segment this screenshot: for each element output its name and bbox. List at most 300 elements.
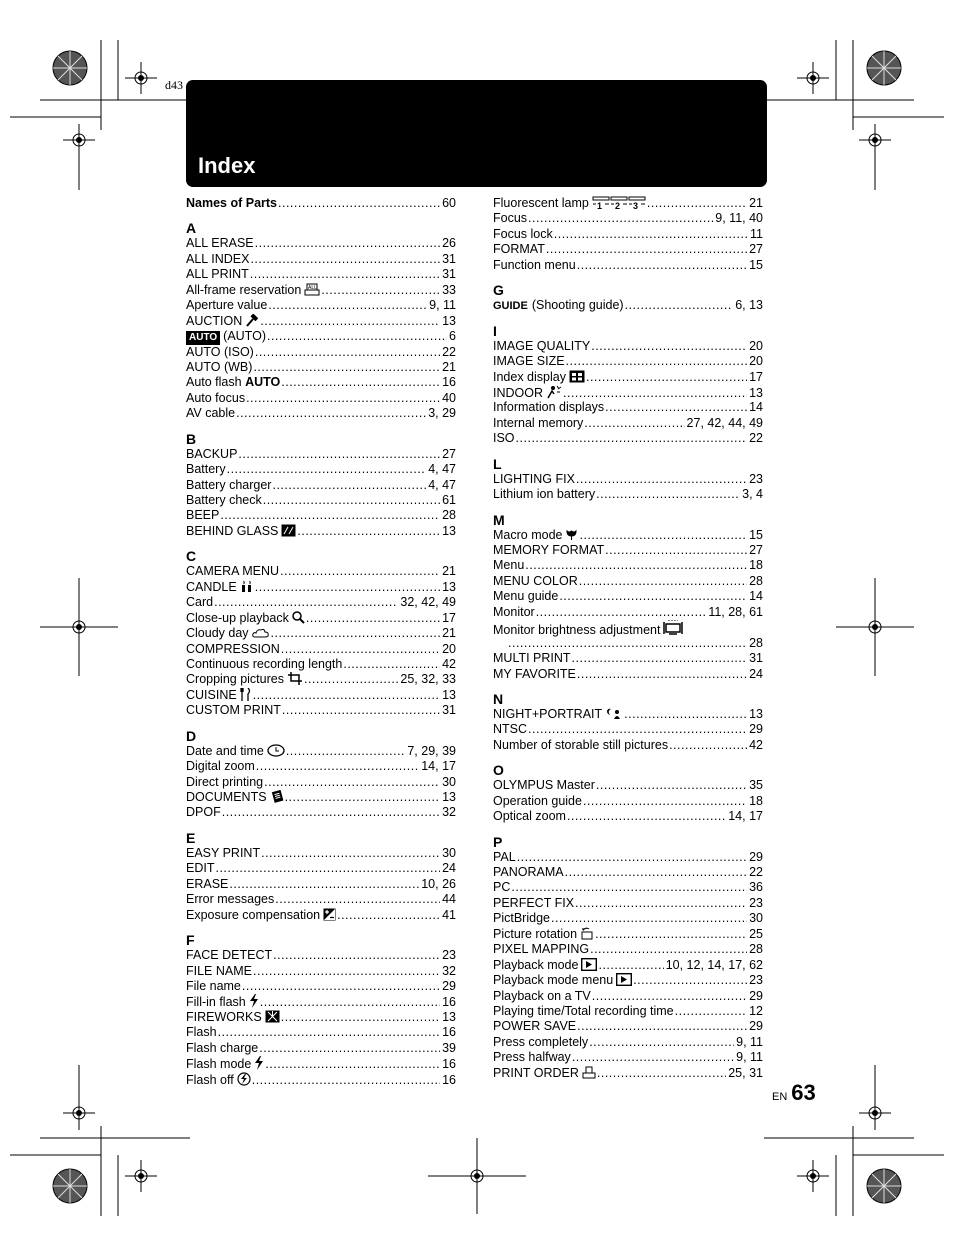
leader-dots — [598, 958, 663, 973]
index-term-text: ISO — [493, 431, 515, 446]
index-term-text: NIGHT+PORTRAIT — [493, 706, 603, 721]
index-entry — [493, 865, 763, 880]
index-term-text: Press completely — [493, 1034, 589, 1049]
index-entry — [186, 744, 456, 759]
leader-dots — [321, 283, 440, 298]
index-term-text: LIGHTING FIX — [493, 471, 575, 486]
page-reference: 32 — [442, 963, 456, 978]
leader-dots — [577, 1019, 747, 1034]
index-term-text: Focus lock — [493, 226, 553, 241]
index-term — [186, 329, 266, 345]
page-reference: 24 — [442, 861, 456, 876]
index-section-heading: P — [493, 833, 503, 850]
index-term-text: Flash off — [186, 1072, 234, 1087]
index-entry — [186, 406, 456, 421]
index-term-text: EASY PRINT — [186, 845, 261, 860]
leader-dots — [669, 738, 747, 753]
index-term-text: Menu — [493, 558, 525, 573]
page-reference: 33 — [442, 282, 456, 297]
index-term-text: FACE DETECT — [186, 948, 273, 963]
index-entry — [186, 861, 456, 876]
index-term-text: FORMAT — [493, 242, 545, 257]
page-reference: 31 — [442, 703, 456, 718]
index-entry — [493, 778, 763, 793]
leader-dots — [343, 657, 440, 672]
leader-dots — [255, 345, 440, 360]
index-term-text: Monitor — [493, 604, 535, 619]
index-term — [493, 850, 516, 865]
page-reference: 32 — [442, 805, 456, 820]
leader-dots — [297, 524, 440, 539]
index-term — [186, 908, 336, 925]
index-term — [493, 1050, 571, 1065]
leader-dots — [272, 478, 426, 493]
index-grid-icon — [569, 370, 585, 387]
index-entry — [493, 242, 763, 257]
index-term-text: Function menu — [493, 257, 576, 272]
page-reference: 23 — [442, 948, 456, 963]
page-reference: 9, 11, 40 — [715, 211, 763, 226]
index-term — [493, 339, 590, 354]
index-term — [186, 892, 274, 907]
index-term-text: Playback mode — [493, 957, 579, 972]
index-term-text: PC — [493, 880, 511, 895]
leader-dots — [525, 558, 747, 573]
page-reference: 21 — [442, 564, 456, 579]
leader-dots — [575, 896, 747, 911]
leader-dots — [263, 493, 440, 508]
index-entry — [493, 385, 763, 400]
leader-dots — [605, 543, 747, 558]
index-term-text: Flash mode — [186, 1057, 252, 1072]
page-reference: 29 — [442, 978, 456, 993]
leader-dots — [577, 667, 747, 682]
index-term-text: PRINT ORDER — [493, 1065, 579, 1080]
index-entry — [493, 850, 763, 865]
index-term-text: AUCTION — [186, 313, 243, 328]
index-entry — [493, 211, 763, 226]
index-section-heading: C — [186, 548, 197, 565]
leader-dots — [250, 252, 440, 267]
index-entry — [186, 236, 456, 251]
page-reference: 23 — [749, 471, 763, 486]
index-entry — [493, 431, 763, 446]
index-term — [493, 794, 582, 809]
leader-dots — [285, 790, 441, 805]
index-term — [186, 703, 281, 718]
index-entry — [186, 329, 456, 344]
index-term-text: Close-up playback — [186, 610, 289, 625]
index-entry — [493, 927, 763, 942]
page-reference: 28 — [442, 508, 456, 523]
index-term — [493, 722, 527, 737]
index-entry — [493, 298, 763, 313]
index-section-heading: D — [186, 727, 197, 744]
leader-dots — [565, 865, 747, 880]
index-term-text: Date and time — [186, 743, 264, 758]
index-term-text: Menu guide — [493, 589, 559, 604]
page-reference: 14, 17 — [421, 759, 456, 774]
page-reference: 9, 11 — [736, 1034, 763, 1049]
printer-code: d43 — [165, 78, 183, 92]
behind-glass-icon — [281, 524, 296, 541]
index-entry — [186, 564, 456, 579]
page-reference: 13 — [442, 790, 456, 804]
page-reference: 17 — [442, 610, 456, 625]
index-term — [186, 861, 214, 876]
leader-dots — [260, 314, 440, 329]
index-entry — [186, 657, 456, 672]
leader-dots — [255, 580, 440, 595]
index-term-text: PictBridge — [493, 911, 550, 926]
index-term-text: Monitor brightness adjustment — [493, 623, 661, 638]
index-term-text: ALL INDEX — [186, 251, 250, 266]
index-entry — [493, 707, 763, 722]
index-term-text: FIREWORKS — [186, 1009, 262, 1024]
page-reference: 31 — [749, 651, 763, 666]
leader-dots — [596, 487, 740, 502]
index-term — [493, 242, 545, 257]
leader-dots — [252, 1073, 440, 1088]
index-entry — [493, 558, 763, 573]
index-entry — [186, 196, 456, 211]
index-entry — [186, 626, 456, 641]
index-entry — [493, 605, 763, 620]
leader-dots — [265, 1057, 440, 1072]
index-entry — [493, 973, 763, 988]
index-term — [186, 964, 252, 979]
page-reference: 24 — [749, 666, 763, 681]
leader-dots — [260, 995, 440, 1010]
index-term-text: MENU COLOR — [493, 573, 578, 588]
leader-dots — [624, 707, 747, 722]
index-term-text: OLYMPUS Master — [493, 778, 595, 793]
index-entry — [493, 667, 763, 682]
page-reference: 35 — [749, 778, 763, 793]
leader-dots — [563, 386, 747, 401]
index-entry — [186, 375, 456, 390]
index-term — [186, 360, 252, 375]
index-term-text: Lithium ion battery — [493, 487, 596, 502]
index-term-text: DPOF — [186, 805, 221, 820]
page-reference: 22 — [749, 865, 763, 879]
page-reference: 13 — [749, 385, 763, 400]
index-term — [186, 298, 267, 313]
index-term — [493, 298, 624, 314]
page-reference: 27 — [749, 242, 763, 257]
page-reference: 15 — [749, 527, 763, 542]
index-term-text: Fluorescent lamp — [493, 196, 589, 210]
index-term — [186, 196, 277, 211]
index-term-text: AUTO (WB) — [186, 359, 253, 374]
leader-dots — [508, 636, 747, 651]
page-reference: 20 — [442, 641, 456, 656]
leader-dots — [579, 574, 747, 589]
page-reference: 9, 11 — [736, 1050, 763, 1065]
svg-text:3: 3 — [632, 201, 638, 209]
index-entry — [186, 672, 456, 687]
index-term — [186, 524, 296, 541]
index-term — [493, 431, 515, 446]
index-entry — [186, 908, 456, 923]
leader-dots — [583, 794, 747, 809]
index-entry — [493, 1019, 763, 1034]
index-term-text: Internal memory — [493, 415, 584, 430]
index-term — [493, 738, 668, 753]
index-entry — [493, 589, 763, 604]
index-term — [186, 775, 263, 790]
page-reference: 31 — [442, 267, 456, 282]
leader-dots — [589, 1035, 734, 1050]
index-term-text: CANDLE — [186, 579, 237, 594]
index-term-text: Direct printing — [186, 774, 264, 789]
page-reference: 30 — [442, 774, 456, 789]
index-entry — [493, 1004, 763, 1019]
leader-dots — [261, 846, 440, 861]
index-term — [493, 651, 571, 666]
page-reference: 29 — [749, 722, 763, 737]
leader-dots — [215, 861, 440, 876]
index-term — [186, 391, 245, 406]
page-reference: 6, 13 — [735, 298, 763, 313]
index-term-text: BEEP — [186, 508, 220, 523]
page-reference: 16 — [442, 1072, 456, 1087]
index-entry — [493, 416, 763, 431]
index-entry — [493, 258, 763, 273]
index-entry — [186, 877, 456, 892]
index-term — [186, 236, 254, 251]
leader-dots — [273, 948, 440, 963]
leader-dots — [246, 391, 440, 406]
page-reference: 13 — [442, 579, 456, 594]
index-entry — [186, 994, 456, 1009]
index-term — [493, 258, 576, 273]
index-term — [493, 896, 574, 911]
index-entry — [186, 580, 456, 595]
index-term-text: CUISINE — [186, 687, 237, 702]
index-section-heading: M — [493, 511, 505, 528]
index-entry — [493, 354, 763, 369]
index-term — [493, 211, 527, 226]
leader-dots — [280, 564, 440, 579]
index-term-text: Information displays — [493, 400, 605, 415]
page-reference: 21 — [749, 196, 763, 210]
index-term-text: COMPRESSION — [186, 641, 280, 656]
index-term-text: Playing time/Total recording time — [493, 1003, 674, 1018]
index-term-text: ALL PRINT — [186, 267, 249, 282]
index-entry — [493, 543, 763, 558]
page-reference: 11, 28, 61 — [708, 604, 763, 619]
exposure-comp-icon — [323, 908, 336, 925]
leader-dots — [596, 778, 747, 793]
index-entry — [186, 508, 456, 523]
index-term — [186, 979, 241, 994]
leader-dots — [253, 964, 440, 979]
index-term — [186, 375, 280, 390]
leader-dots — [282, 703, 440, 718]
index-term-text: Cloudy day — [186, 626, 249, 641]
page-reference: 12 — [749, 1003, 763, 1018]
index-term — [493, 1019, 576, 1034]
index-entry — [186, 1072, 456, 1087]
leader-dots — [306, 611, 440, 626]
page-reference: 16 — [442, 1057, 456, 1072]
page-reference: 20 — [749, 354, 763, 369]
index-entry — [186, 948, 456, 963]
index-term — [186, 508, 219, 523]
index-entry — [493, 958, 763, 973]
index-term — [493, 667, 576, 682]
index-term-text: MULTI PRINT — [493, 651, 571, 666]
index-section-heading: G — [493, 282, 504, 299]
index-term-text: Number of storable still pictures — [493, 737, 669, 752]
page-reference: 29 — [749, 849, 763, 864]
page-reference: 10, 12, 14, 17, 62 — [665, 957, 763, 972]
index-term-text: Names of Parts — [186, 196, 278, 210]
page-reference: 4, 47 — [428, 462, 456, 477]
index-term — [493, 589, 558, 604]
index-term-text: AV cable — [186, 406, 236, 421]
page-reference: 21 — [442, 626, 456, 641]
leader-dots — [536, 605, 707, 620]
page-reference: 27, 42, 44, 49 — [686, 415, 763, 430]
leader-dots — [576, 472, 747, 487]
print-order-icon — [582, 1066, 596, 1083]
page-reference: 32, 42, 49 — [400, 595, 456, 610]
leader-dots — [647, 196, 747, 211]
index-entry — [493, 942, 763, 957]
index-entry — [493, 339, 763, 354]
page-reference: 31 — [442, 251, 456, 266]
page-reference: 3, 4 — [742, 487, 763, 502]
leader-dots — [566, 354, 748, 369]
index-column-right — [493, 196, 763, 1081]
index-entry — [186, 805, 456, 820]
index-term-text: FILE NAME — [186, 963, 252, 978]
index-term — [493, 809, 566, 824]
index-term-text: Auto focus — [186, 390, 246, 405]
index-entry — [186, 1056, 456, 1071]
index-entry — [186, 524, 456, 539]
index-term-text: Flash charge — [186, 1040, 259, 1055]
index-term — [493, 880, 510, 895]
index-section-heading: B — [186, 430, 197, 447]
index-term-text: PAL — [493, 849, 516, 864]
leader-dots — [528, 722, 747, 737]
index-term — [493, 227, 553, 242]
index-section-heading: F — [186, 932, 195, 949]
index-entry — [493, 1066, 763, 1081]
index-section-heading: N — [493, 690, 504, 707]
page-reference: 22 — [749, 431, 763, 446]
page-reference: 27 — [749, 543, 763, 557]
index-entry — [186, 314, 456, 329]
leader-dots — [546, 242, 747, 257]
leader-dots — [517, 850, 747, 865]
page-reference: 40 — [442, 390, 456, 405]
index-entry — [186, 892, 456, 907]
index-term-text: Operation guide — [493, 793, 582, 808]
index-term-text: Press halfway — [493, 1050, 571, 1065]
page-reference: 61 — [442, 493, 456, 507]
index-term — [186, 406, 235, 421]
index-entry — [186, 1025, 456, 1040]
index-entry — [493, 400, 763, 415]
index-entry — [186, 1041, 456, 1056]
index-entry — [186, 964, 456, 979]
index-entry — [493, 911, 763, 926]
index-entry — [493, 794, 763, 809]
leader-dots — [281, 1010, 440, 1025]
index-section-heading: A — [186, 220, 197, 237]
index-term-text: PIXEL MAPPING — [493, 942, 590, 957]
index-term-text: BACKUP — [186, 446, 238, 461]
svg-text:2: 2 — [614, 201, 620, 209]
index-term-text: Battery charger — [186, 477, 272, 492]
index-term-text: Battery check — [186, 493, 262, 507]
index-entry — [493, 896, 763, 911]
leader-dots — [218, 1025, 441, 1040]
leader-dots — [242, 979, 440, 994]
index-term-text: PANORAMA — [493, 865, 564, 879]
index-entry — [186, 298, 456, 313]
leader-dots — [281, 375, 440, 390]
index-term — [493, 1066, 596, 1083]
leader-dots — [264, 775, 440, 790]
index-entry — [186, 360, 456, 375]
index-term-text: EDIT — [186, 861, 215, 876]
index-term — [493, 543, 604, 558]
index-column-left — [186, 196, 456, 1087]
index-term-text: Digital zoom — [186, 759, 255, 774]
leader-dots — [236, 406, 426, 421]
index-entry — [186, 846, 456, 861]
index-entry — [493, 1050, 763, 1065]
index-term — [493, 1035, 588, 1050]
index-term-text: CUSTOM PRINT — [186, 703, 281, 718]
leader-dots — [255, 236, 440, 251]
index-term — [493, 487, 595, 502]
index-term — [493, 472, 575, 487]
index-section-heading: L — [493, 455, 502, 472]
index-section-heading: O — [493, 762, 504, 779]
page-reference: 14 — [749, 400, 763, 415]
index-term — [493, 865, 564, 880]
page-number: 63 — [791, 1080, 816, 1105]
index-term — [493, 942, 589, 957]
index-term-text: AUTO (ISO) — [186, 344, 254, 359]
page-reference: 29 — [749, 1019, 763, 1034]
index-term-text: Aperture value — [186, 298, 268, 313]
index-term-text: Card — [186, 595, 214, 610]
index-entry — [493, 880, 763, 895]
page-reference: 28 — [749, 573, 763, 588]
page-reference: 7, 29, 39 — [407, 743, 456, 758]
index-entry — [186, 595, 456, 610]
leader-dots — [238, 447, 440, 462]
index-entry — [186, 979, 456, 994]
index-term — [186, 493, 262, 508]
leader-dots — [281, 642, 440, 657]
index-entry — [493, 472, 763, 487]
index-term — [493, 558, 524, 573]
index-entry — [493, 196, 763, 211]
index-term — [186, 759, 255, 774]
index-term-text: (Shooting guide) — [531, 298, 624, 313]
index-entry — [493, 574, 763, 589]
index-term-text: Error messages — [186, 892, 275, 907]
page-reference: 28 — [749, 635, 763, 650]
